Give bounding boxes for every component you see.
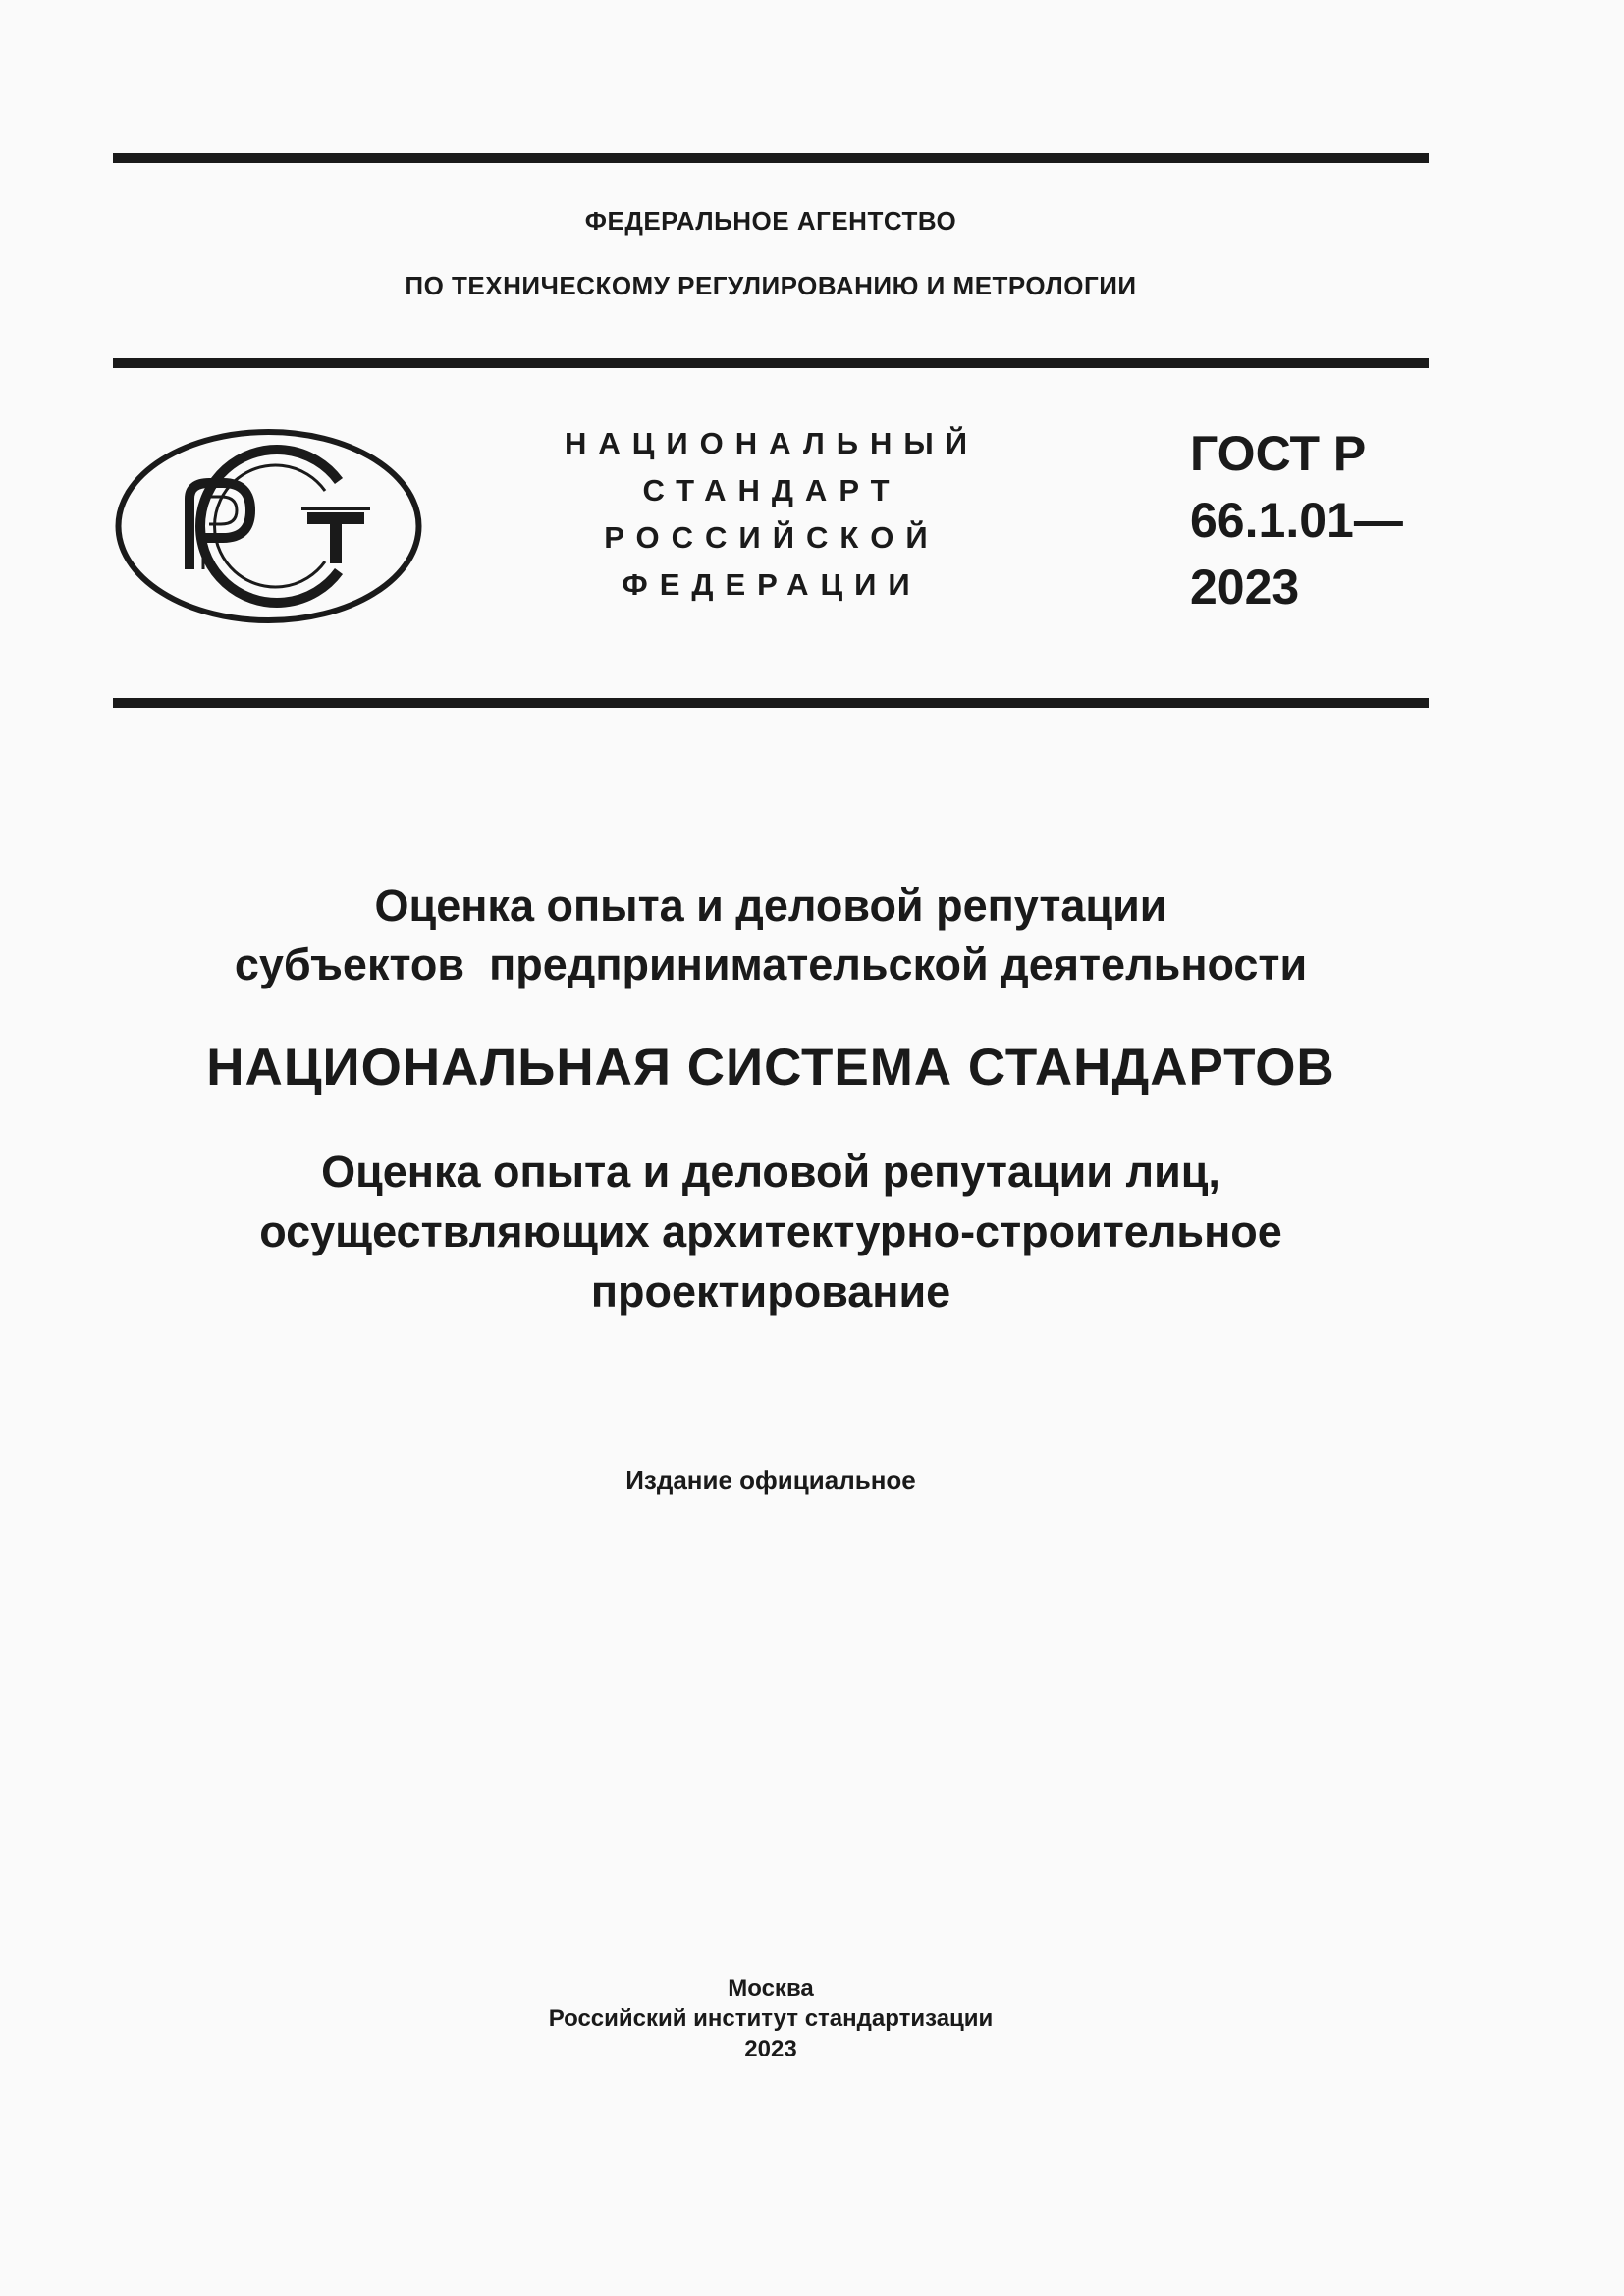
imprint bbox=[0, 1973, 1542, 2064]
imprint-publisher: Российский институт стандартизации bbox=[548, 2005, 994, 2032]
title-part1 bbox=[0, 877, 1542, 994]
top-rule bbox=[113, 153, 1429, 163]
title-part1-line2: субъектов предпринимательской деятельности bbox=[234, 939, 1308, 989]
standard-type-line4: ФЕДЕРАЦИИ bbox=[622, 567, 922, 602]
title-part1-line1: Оценка опыта и деловой репутации bbox=[374, 881, 1167, 931]
standard-type-line3: РОССИЙСКОЙ bbox=[604, 520, 940, 555]
title-part3-line3: проектирование bbox=[590, 1266, 951, 1316]
designation-line1: ГОСТ Р bbox=[1190, 426, 1367, 481]
title-part3-line2: осуществляющих архитектурно-строительное bbox=[259, 1206, 1282, 1256]
standard-type-line1: НАЦИОНАЛЬНЫЙ bbox=[564, 426, 980, 460]
agency-name-line2: ПО ТЕХНИЧЕСКОМУ РЕГУЛИРОВАНИЮ И МЕТРОЛОГИИ bbox=[405, 271, 1137, 300]
imprint-city: Москва bbox=[728, 1975, 814, 2002]
title-part3-line1: Оценка опыта и деловой репутации лиц, bbox=[321, 1147, 1220, 1197]
title-part3 bbox=[0, 1142, 1542, 1321]
rst-certification-mark-icon bbox=[115, 428, 422, 624]
edition-label: Издание официальное bbox=[625, 1466, 916, 1495]
standard-type-line2: СТАНДАРТ bbox=[642, 473, 901, 507]
designation-line2: 66.1.01— bbox=[1190, 493, 1403, 548]
standard-type bbox=[520, 420, 1011, 609]
designation-line3: 2023 bbox=[1190, 560, 1300, 614]
imprint-year: 2023 bbox=[744, 2036, 797, 2062]
agency-name-line1: ФЕДЕРАЛЬНОЕ АГЕНТСТВО bbox=[584, 206, 957, 236]
header-rule bbox=[113, 358, 1429, 368]
mid-rule bbox=[113, 698, 1429, 708]
standard-designation bbox=[1190, 420, 1403, 620]
title-part2: НАЦИОНАЛЬНАЯ СИСТЕМА СТАНДАРТОВ bbox=[206, 1039, 1335, 1096]
